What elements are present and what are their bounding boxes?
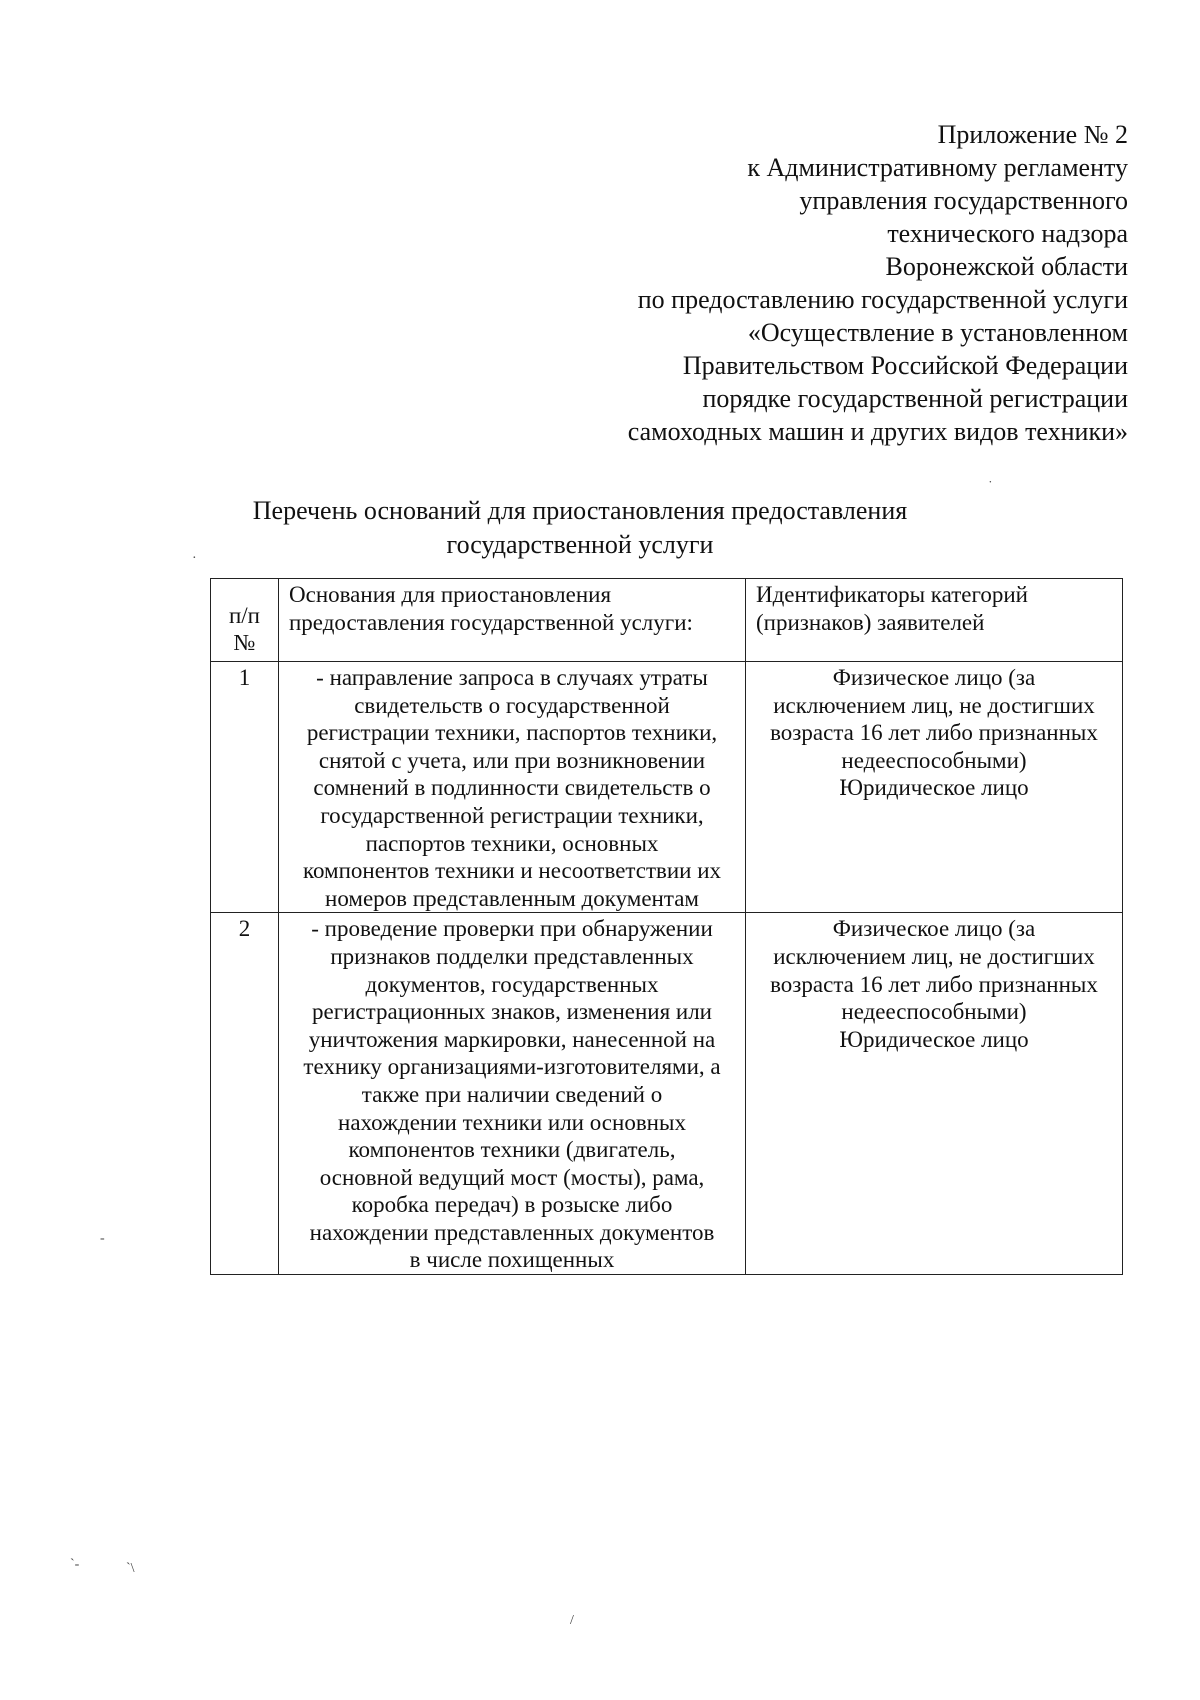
row-identifiers: Физическое лицо (за исключением лиц, не достигших возраста 16 лет либо признанных недееспособными) Юридическое лицо [746, 662, 1123, 913]
appendix-header [508, 118, 1128, 448]
header-grounds: Основания для приостановления предоставления государственной услуги: [279, 579, 746, 662]
appendix-line: Воронежской области [885, 252, 1128, 281]
table-header-row [211, 579, 1123, 662]
appendix-line: технического надзора [887, 219, 1128, 248]
appendix-line: самоходных машин и других видов техники» [627, 417, 1128, 446]
scan-speck: - [100, 1231, 105, 1246]
document-title [200, 494, 960, 562]
appendix-line: к Административному регламенту [747, 153, 1128, 182]
header-num: п/п № [211, 579, 279, 662]
appendix-line: управления государственного [799, 186, 1128, 215]
title-line: Перечень оснований для приостановления предоставления [252, 496, 908, 525]
scan-speck: / [570, 1613, 574, 1628]
scan-speck: `- [70, 1557, 80, 1572]
row-grounds: - проведение проверки при обнаружении признаков подделки представленных документов, государственных регистрационных знаков, изменения или уничтожения маркировки, нанесенной на технику организациями-изготовителями, а также при наличии сведений о нахождении техники или основных компонентов техники (двигатель, основной ведущий мост (мосты), рама, коробка передач) в розыске либо нахождении представленных документов в числе похищенных [279, 913, 746, 1275]
header-identifiers: Идентификаторы категорий (признаков) заявителей [746, 579, 1123, 662]
grounds-table [210, 578, 1123, 1275]
row-num: 1 [211, 662, 279, 913]
table-row [211, 662, 1123, 913]
row-grounds: - направление запроса в случаях утраты свидетельств о государственной регистрации техники, паспортов техники, снятой с учета, или при возникновении сомнений в подлинности свидетельств о государственной регистрации техники, паспортов техники, основных компонентов техники и несоответствии их номеров представленным документам [279, 662, 746, 913]
appendix-line: по предоставлению государственной услуги [637, 285, 1128, 314]
row-identifiers: Физическое лицо (за исключением лиц, не достигших возраста 16 лет либо признанных недееспособными) Юридическое лицо [746, 913, 1123, 1275]
appendix-line: Приложение № 2 [937, 120, 1128, 149]
table-row [211, 913, 1123, 1275]
title-line: государственной услуги [446, 530, 714, 559]
appendix-line: порядке государственной регистрации [702, 384, 1128, 413]
appendix-line: Правительством Российской Федерации [682, 351, 1128, 380]
appendix-line: «Осуществление в установленном [747, 318, 1128, 347]
scan-speck: `\ [126, 1561, 135, 1576]
row-num: 2 [211, 913, 279, 1275]
scan-speck: · [192, 551, 197, 566]
scan-speck: ˙ [988, 479, 993, 494]
